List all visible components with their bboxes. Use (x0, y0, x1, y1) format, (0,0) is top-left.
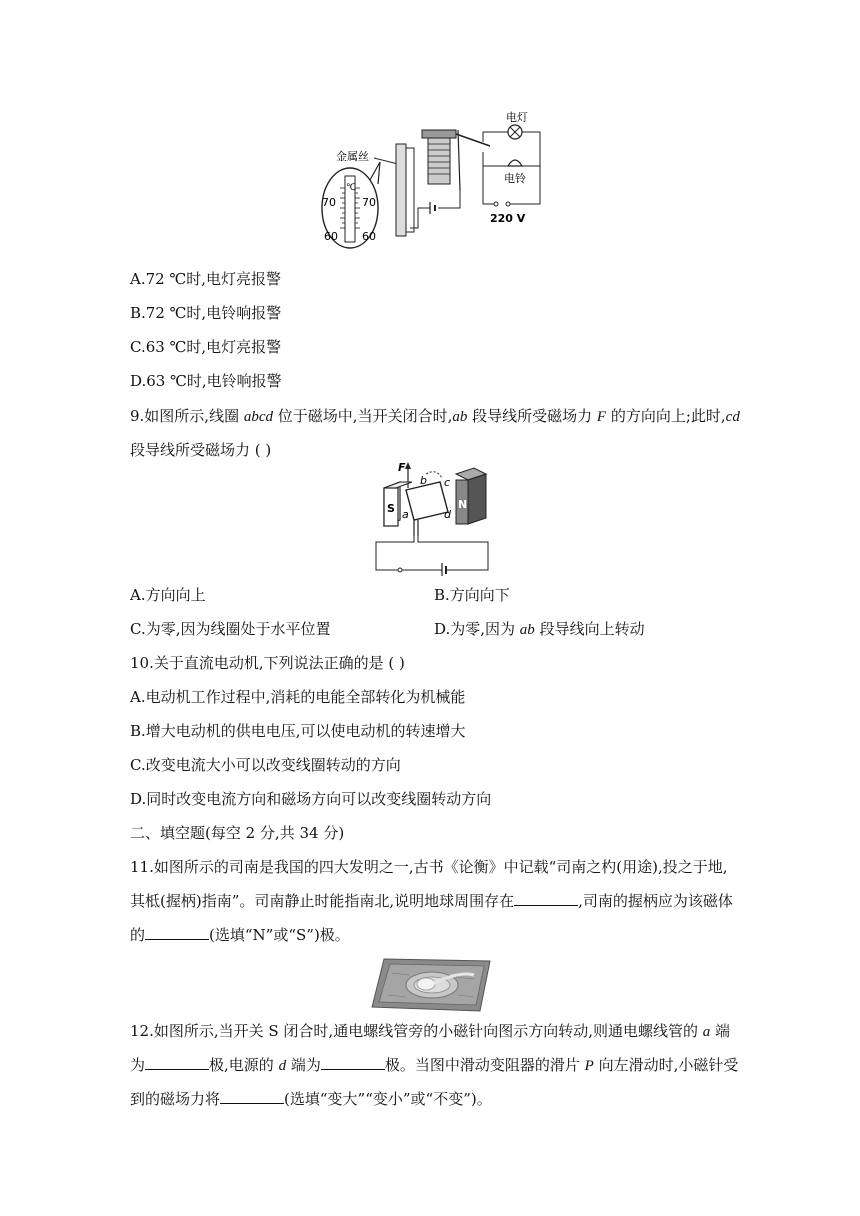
q12-blank-1 (145, 1055, 209, 1070)
sinan-compass-image (370, 955, 494, 1015)
q9-option-d-ab: ab (519, 622, 535, 638)
q11-line3 (130, 925, 350, 945)
q8-option-c: C.63 ℃时,电灯亮报警 (130, 338, 282, 356)
fig2-label-N: N (458, 498, 468, 511)
q9-text-2: 位于磁场中,当开关闭合时, (273, 407, 453, 425)
lamp-label: 电灯 (506, 111, 528, 124)
q11-line3-text-b: (选填“N”或“S”)极。 (209, 926, 350, 944)
q9-text-3: 段导线所受磁场力 (467, 407, 597, 425)
q9-option-d-text-2: 段导线向上转动 (534, 620, 645, 638)
bell-label: 电铃 (504, 172, 526, 185)
fig2-label-S: S (387, 502, 395, 515)
q12-line2-text-c: 端为 (286, 1056, 321, 1074)
q9-stem-line2: 段导线所受磁场力 ( ) (130, 441, 272, 459)
fig2-label-d: d (444, 508, 451, 521)
q12-a: a (702, 1024, 711, 1040)
q12-d: d (278, 1058, 287, 1074)
q11-line2 (130, 891, 733, 911)
q8-option-b: B.72 ℃时,电铃响报警 (130, 304, 282, 322)
q12-blank-2 (321, 1055, 385, 1070)
q8-option-a: A.72 ℃时,电灯亮报警 (130, 270, 282, 288)
fig2-label-c: c (444, 476, 451, 489)
q12-line1-text-b: 端 (710, 1022, 731, 1040)
q12-line3-text-a: 到的磁场力将 (130, 1090, 221, 1108)
q9-option-d-text-1: D.为零,因为 (434, 620, 520, 638)
fig2-label-F: F (398, 461, 406, 474)
fig2-label-a: a (402, 508, 409, 521)
fig2-label-b: b (420, 474, 427, 487)
q12-blank-3 (220, 1089, 284, 1104)
q12-line2-text-a: 为 (130, 1056, 146, 1074)
degree-unit-label: ℃ (346, 183, 357, 193)
q9-option-b: B.方向向下 (434, 586, 510, 604)
section-heading-fill-blank: 二、填空题(每空 2 分,共 34 分) (130, 824, 345, 842)
q12-line3-text-b: (选填“变大”“变小”或“不变”)。 (284, 1090, 492, 1108)
q10-stem: 10.关于直流电动机,下列说法正确的是 ( ) (130, 654, 405, 672)
q12-P: P (584, 1058, 594, 1074)
q12-line3 (130, 1089, 492, 1109)
metal-wire-label: 金属丝 (336, 150, 369, 163)
q12-line2-text-e: 向左滑动时,小磁针受 (593, 1056, 739, 1074)
q8-option-d: D.63 ℃时,电铃响报警 (130, 372, 282, 390)
scale-right-bottom: 60 (362, 230, 376, 243)
q12-line1 (130, 1021, 730, 1042)
q12-line2 (130, 1055, 738, 1076)
coil-magnet-figure (370, 460, 496, 576)
scale-right-top: 70 (362, 196, 376, 209)
q11-line2-text-a: 其柢(握柄)指南”。司南静止时能指南北,说明地球周围存在 (130, 892, 515, 910)
q9-option-d (434, 619, 645, 640)
voltage-label: 220 V (490, 212, 526, 225)
q11-line3-text-a: 的 (130, 926, 146, 944)
q9-stem-line1 (130, 406, 740, 427)
q11-blank-2 (145, 925, 209, 940)
scale-left-top: 70 (322, 196, 336, 209)
q12-line2-text-d: 极。当图中滑动变阻器的滑片 (384, 1056, 585, 1074)
q9-F: F (596, 409, 607, 425)
q12-line2-text-b: 极,电源的 (209, 1056, 279, 1074)
q9-cd: cd (725, 409, 740, 425)
q12-line1-text-a: 12.如图所示,当开关 S 闭合时,通电螺线管旁的小磁针向图示方向转动,则通电螺线管的 (130, 1022, 703, 1040)
q10-option-a: A.电动机工作过程中,消耗的电能全部转化为机械能 (130, 688, 466, 706)
q11-line2-text-b: ,司南的握柄应为该磁体 (578, 892, 733, 910)
q10-option-c: C.改变电流大小可以改变线圈转动的方向 (130, 756, 401, 774)
scale-left-bottom: 60 (324, 230, 338, 243)
q9-text-4: 的方向向上;此时, (606, 407, 726, 425)
q10-option-d: D.同时改变电流方向和磁场方向可以改变线圈转动方向 (130, 790, 492, 808)
q9-option-c: C.为零,因为线圈处于水平位置 (130, 620, 331, 638)
q9-ab: ab (452, 409, 468, 425)
q11-blank-1 (514, 891, 578, 906)
alarm-circuit-figure (318, 108, 550, 250)
q9-option-a: A.方向向上 (130, 586, 206, 604)
q11-line1: 11.如图所示的司南是我国的四大发明之一,古书《论衡》中记载“司南之杓(用途),投之于地, (130, 858, 728, 876)
q9-text-1: 9.如图所示,线圈 (130, 407, 244, 425)
q10-option-b: B.增大电动机的供电电压,可以使电动机的转速增大 (130, 722, 466, 740)
q9-abcd: abcd (243, 409, 274, 425)
